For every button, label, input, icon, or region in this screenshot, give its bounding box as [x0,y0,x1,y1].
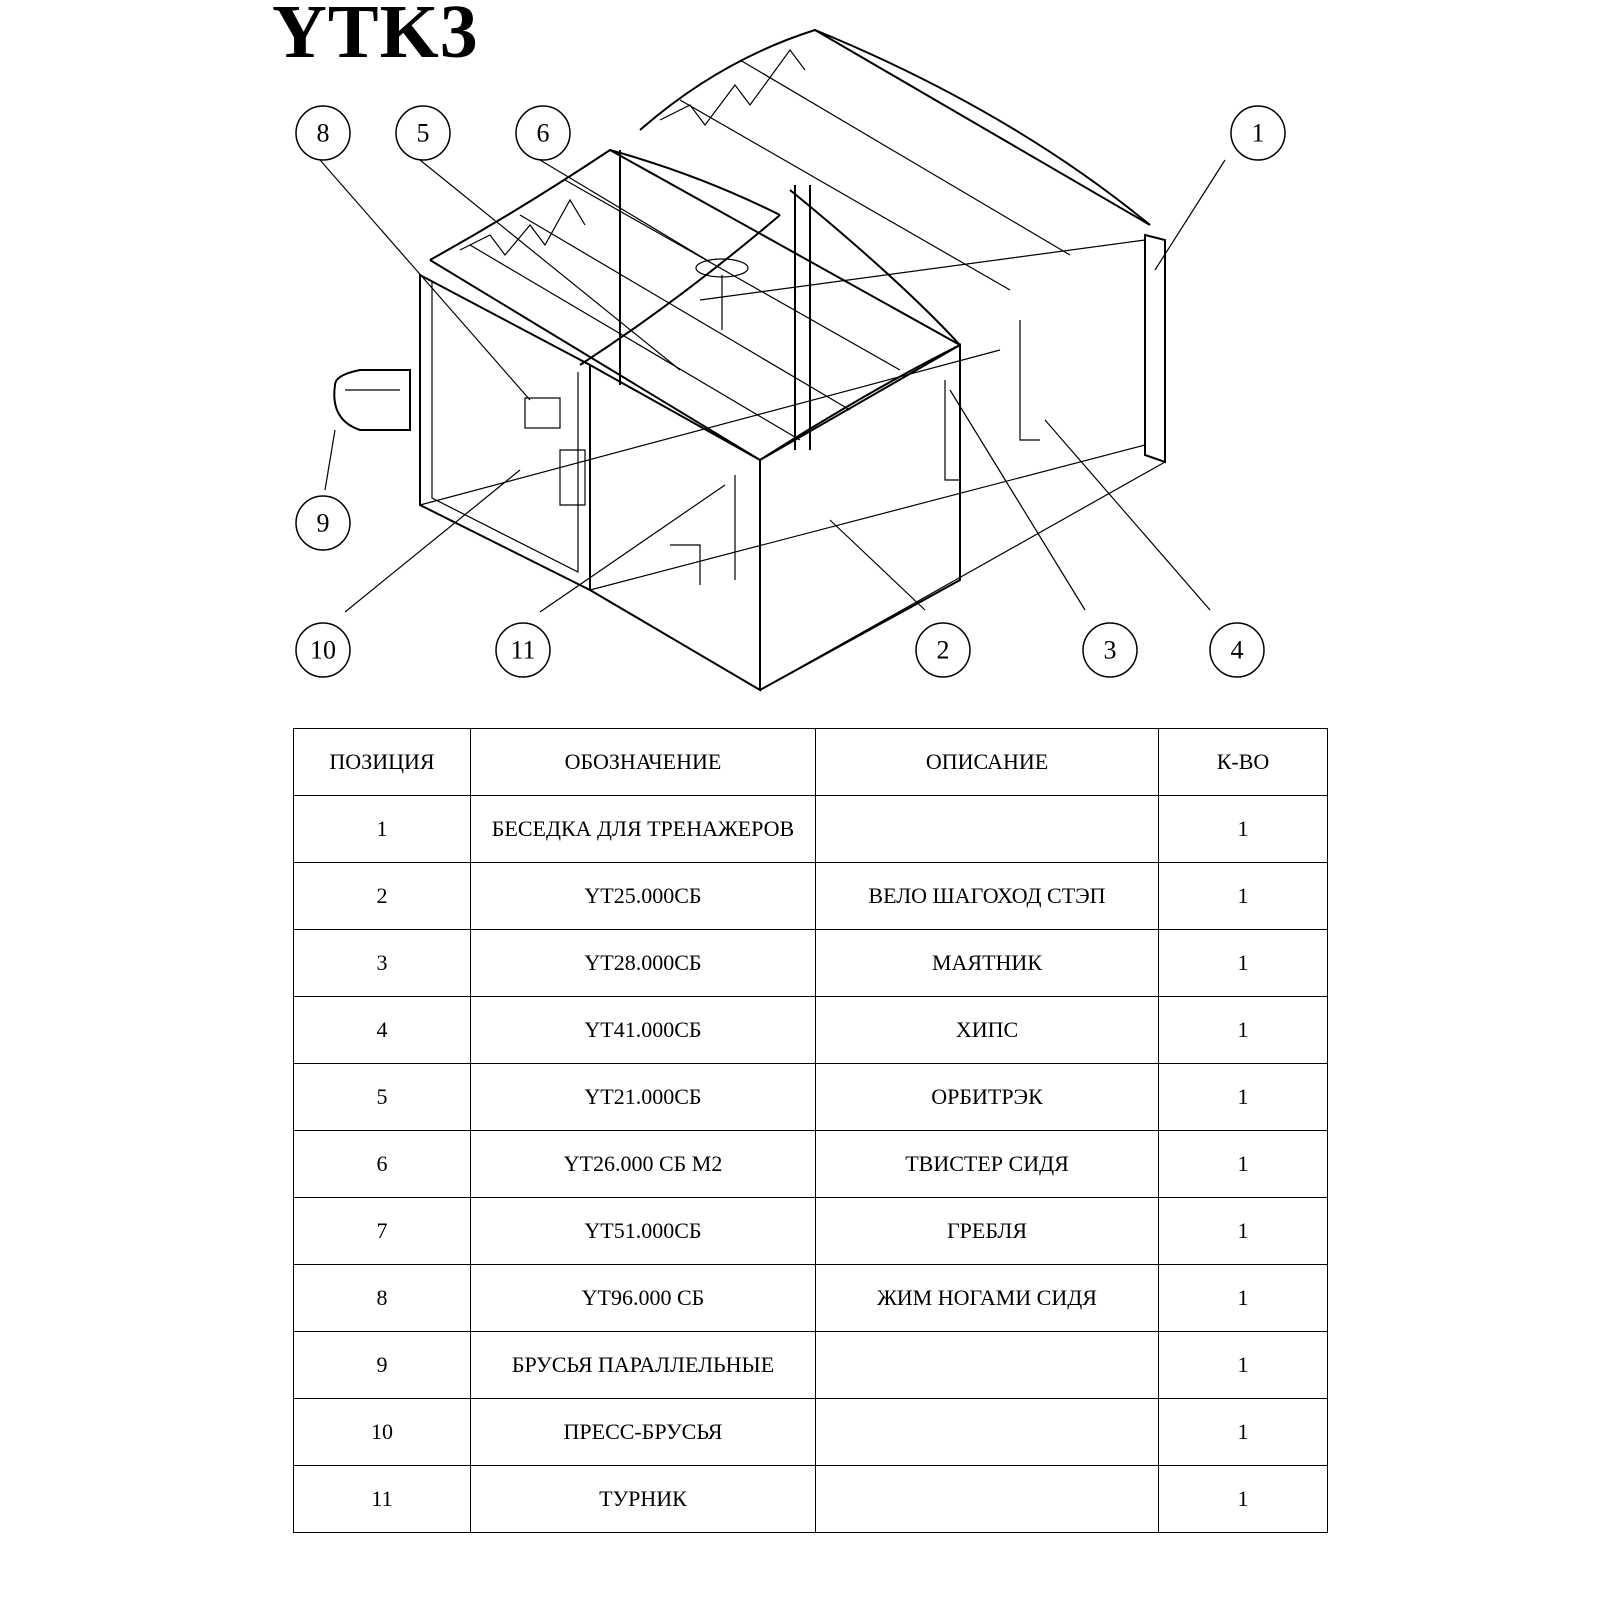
cell-designation: YT28.000СБ [471,930,816,997]
callout-1 [1231,106,1285,160]
cell-position: 8 [294,1265,471,1332]
table-row [294,796,1328,863]
cell-quantity: 1 [1159,1332,1328,1399]
header-quantity: К-ВО [1159,729,1328,796]
table-row [294,1064,1328,1131]
callout-5 [396,106,450,160]
cell-position: 3 [294,930,471,997]
cell-description [816,1399,1159,1466]
callout-label: 8 [316,118,330,148]
table-row [294,1399,1328,1466]
cell-quantity: 1 [1159,1399,1328,1466]
cell-position: 4 [294,997,471,1064]
callout-label: 11 [510,635,536,665]
callout-8 [296,106,350,160]
cell-description [816,1466,1159,1533]
table-row [294,1198,1328,1265]
cell-description [816,796,1159,863]
cell-position: 11 [294,1466,471,1533]
callout-6 [516,106,570,160]
callout-label: 6 [536,118,550,148]
cell-description: ОРБИТРЭК [816,1064,1159,1131]
shelter-frame [334,30,1165,690]
cell-designation: БРУСЬЯ ПАРАЛЛЕЛЬНЫЕ [471,1332,816,1399]
cell-description: ЖИМ НОГАМИ СИДЯ [816,1265,1159,1332]
header-description: ОПИСАНИЕ [816,729,1159,796]
callout-label: 5 [416,118,430,148]
callout-11 [496,623,550,677]
cell-quantity: 1 [1159,930,1328,997]
cell-position: 10 [294,1399,471,1466]
header-designation: ОБОЗНАЧЕНИЕ [471,729,816,796]
callout-label: 4 [1230,635,1244,665]
table-row [294,863,1328,930]
header-position: ПОЗИЦИЯ [294,729,471,796]
cell-description: МАЯТНИК [816,930,1159,997]
callout-label: 10 [310,635,336,665]
callout-label: 2 [936,635,950,665]
cell-description: ГРЕБЛЯ [816,1198,1159,1265]
cell-description: ТВИСТЕР СИДЯ [816,1131,1159,1198]
table-row [294,1332,1328,1399]
cell-designation: YT21.000СБ [471,1064,816,1131]
table-row [294,1131,1328,1198]
cell-description: ХИПС [816,997,1159,1064]
cell-designation: YT25.000СБ [471,863,816,930]
table-row [294,997,1328,1064]
cell-quantity: 1 [1159,1064,1328,1131]
callout-4 [1210,623,1264,677]
cell-designation: YT26.000 СБ М2 [471,1131,816,1198]
cell-quantity: 1 [1159,1198,1328,1265]
callout-2 [916,623,970,677]
cell-designation: ПРЕСС-БРУСЬЯ [471,1399,816,1466]
cell-quantity: 1 [1159,1466,1328,1533]
cell-designation: YT96.000 СБ [471,1265,816,1332]
cell-designation: ТУРНИК [471,1466,816,1533]
cell-position: 1 [294,796,471,863]
callout-3 [1083,623,1137,677]
cell-designation: YT41.000СБ [471,997,816,1064]
table-row [294,1466,1328,1533]
document-title: YTK3 [272,0,479,74]
cell-quantity: 1 [1159,796,1328,863]
callout-label: 1 [1251,118,1265,148]
cell-description: ВЕЛО ШАГОХОД СТЭП [816,863,1159,930]
cell-designation: БЕСЕДКА ДЛЯ ТРЕНАЖЕРОВ [471,796,816,863]
cell-position: 7 [294,1198,471,1265]
table-row [294,1265,1328,1332]
cell-quantity: 1 [1159,1131,1328,1198]
table-header-row [294,729,1328,796]
leader-lines [320,160,1225,612]
callout-10 [296,623,350,677]
cell-quantity: 1 [1159,1265,1328,1332]
cell-description [816,1332,1159,1399]
assembly-drawing [0,0,1600,720]
cell-quantity: 1 [1159,863,1328,930]
callout-label: 3 [1103,635,1117,665]
cell-position: 9 [294,1332,471,1399]
parts-table [293,728,1328,1533]
cell-position: 6 [294,1131,471,1198]
cell-position: 2 [294,863,471,930]
cell-designation: YT51.000СБ [471,1198,816,1265]
callout-9 [296,496,350,550]
cell-position: 5 [294,1064,471,1131]
cell-quantity: 1 [1159,997,1328,1064]
callout-label: 9 [316,508,330,538]
table-row [294,930,1328,997]
